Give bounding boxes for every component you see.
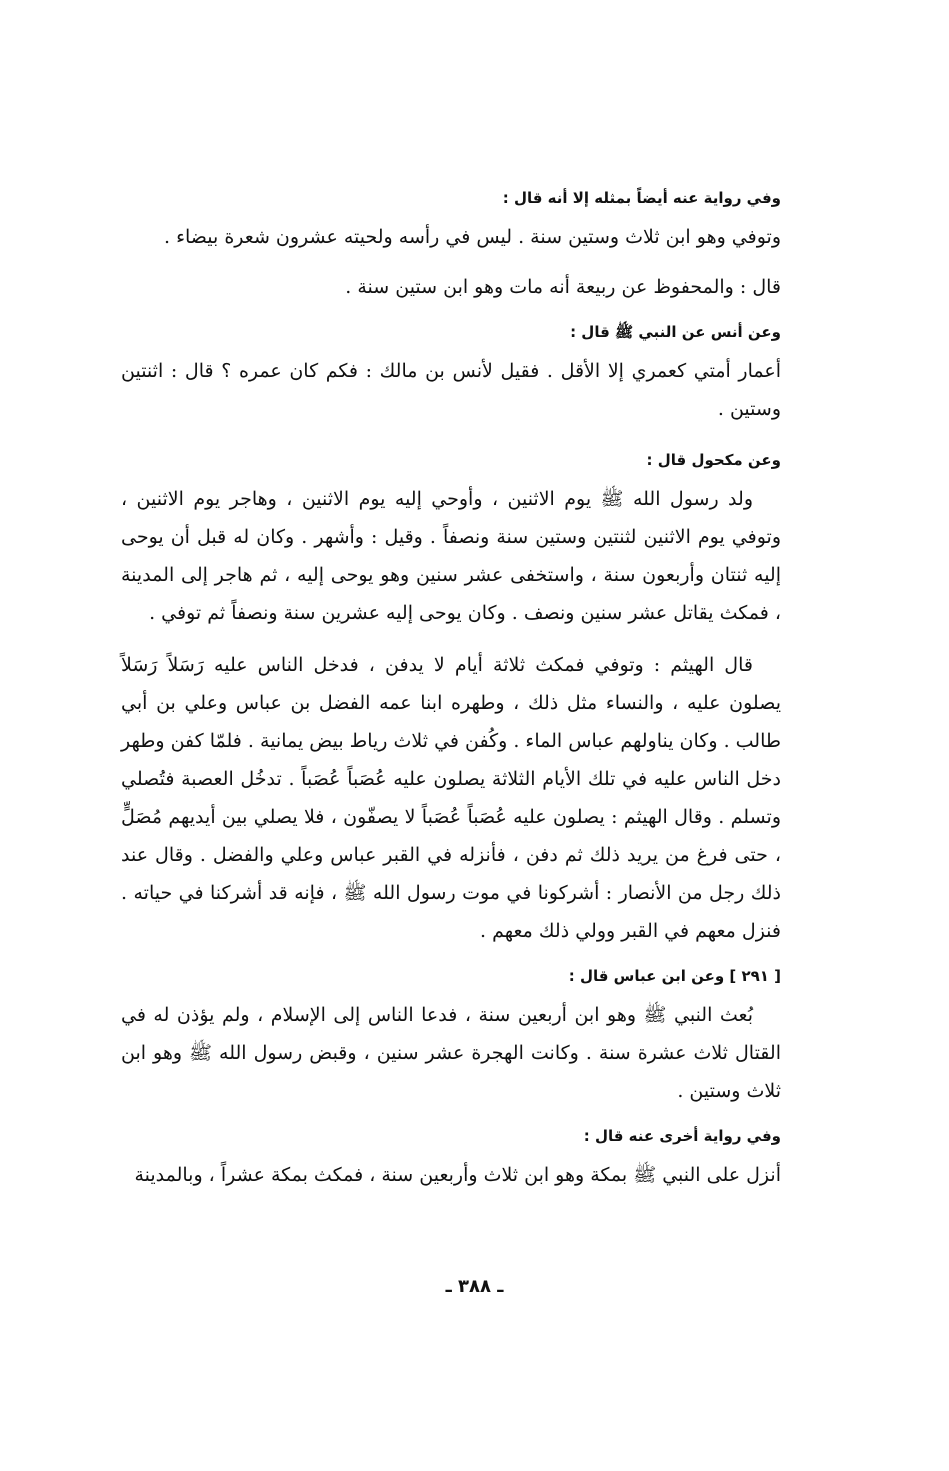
page-number: ـ ٣٨٨ ـ <box>445 1276 504 1297</box>
paragraph-rabiah-report: قال : والمحفوظ عن ربيعة أنه مات وهو ابن ستين سنة . <box>345 276 781 298</box>
heading-makhul-narration: وعن مكحول قال : <box>646 451 781 469</box>
heading-narration-1: وفي رواية عنه أيضاً بمثله إلا أنه قال : <box>502 189 781 207</box>
paragraph-final-text: أنزل على النبي ﷺ بمكة وهو ابن ثلاث وأربعين سنة ، فمكث بمكة عشراً ، وبالمدينة <box>134 1164 781 1186</box>
heading-anas-narration: وعن أنس عن النبي ﷺ قال : <box>570 323 781 341</box>
paragraph-haytham-text: قال الهيثم : وتوفي فمكث ثلاثة أيام لا يدفن ، فدخل الناس عليه رَسَلاً رَسَلاً يصلون عليه ، والنساء مثل ذلك ، وطهره ابنا عمه الفضل بن عباس وعلي بن أبي طالب . وكان يناولهم عباس الماء . وكُفن في ثلاث رياط بيض يمانية . فلمّا كفن وطهر دخل الناس عليه في تلك الأيام الثلاثة يصلون عليه عُصَباً عُصَباً . تدخُل العصبة فتُصلي وتسلم . وقال الهيثم : يصلون عليه عُصَباً عُصَباً لا يصفّون ، فلا يصلي بين أيديهم مُصَلٍّ ، حتى فرغ من يريد ذلك ثم دفن ، فأنزله في القبر عباس وعلي والفضل . وقال عند ذلك رجل من الأنصار : أشركونا في موت رسول الله ﷺ ، فإنه قد أشركنا في حياته . فنزل معهم في القبر وولي ذلك معهم . <box>121 654 781 942</box>
heading-another-narration: وفي رواية أخرى عنه قال : <box>583 1127 781 1145</box>
paragraph-ages-of-ummah: أعمار أمتي كعمري إلا الأقل . فقيل لأنس بن مالك : فكم كان عمره ؟ قال : اثنتين وستين . <box>121 360 781 420</box>
heading-ibn-abbas-narration: [ ٢٩١ ] وعن ابن عباس قال : <box>568 967 781 985</box>
paragraph-makhul-text: ولد رسول الله ﷺ يوم الاثنين ، وأوحي إليه يوم الاثنين ، وهاجر يوم الاثنين ، وتوفي يوم الاثنين لثنتين وستين سنة ونصفاً . وقيل : وأشهر . وكان له قبل أن يوحى إليه ثنتان وأربعون سنة ، واستخفى عشر سنين وهو يوحى إليه ، ثم هاجر إلى المدينة ، فمكث يقاتل عشر سنين ونصف . وكان يوحى إليه عشرين سنة ونصفاً ثم توفي . <box>121 488 782 624</box>
paragraph-ibn-abbas-text: بُعث النبي ﷺ وهو ابن أربعين سنة ، فدعا الناس إلى الإسلام ، ولم يؤذن له في القتال ثلاث عشرة سنة . وكانت الهجرة عشر سنين ، وقبض رسول الله ﷺ وهو ابن ثلاث وستين . <box>121 1004 781 1102</box>
paragraph-age-at-death: وتوفي وهو ابن ثلاث وستين سنة . ليس في رأسه ولحيته عشرون شعرة بيضاء . <box>164 226 781 248</box>
page-body <box>121 186 781 1206</box>
